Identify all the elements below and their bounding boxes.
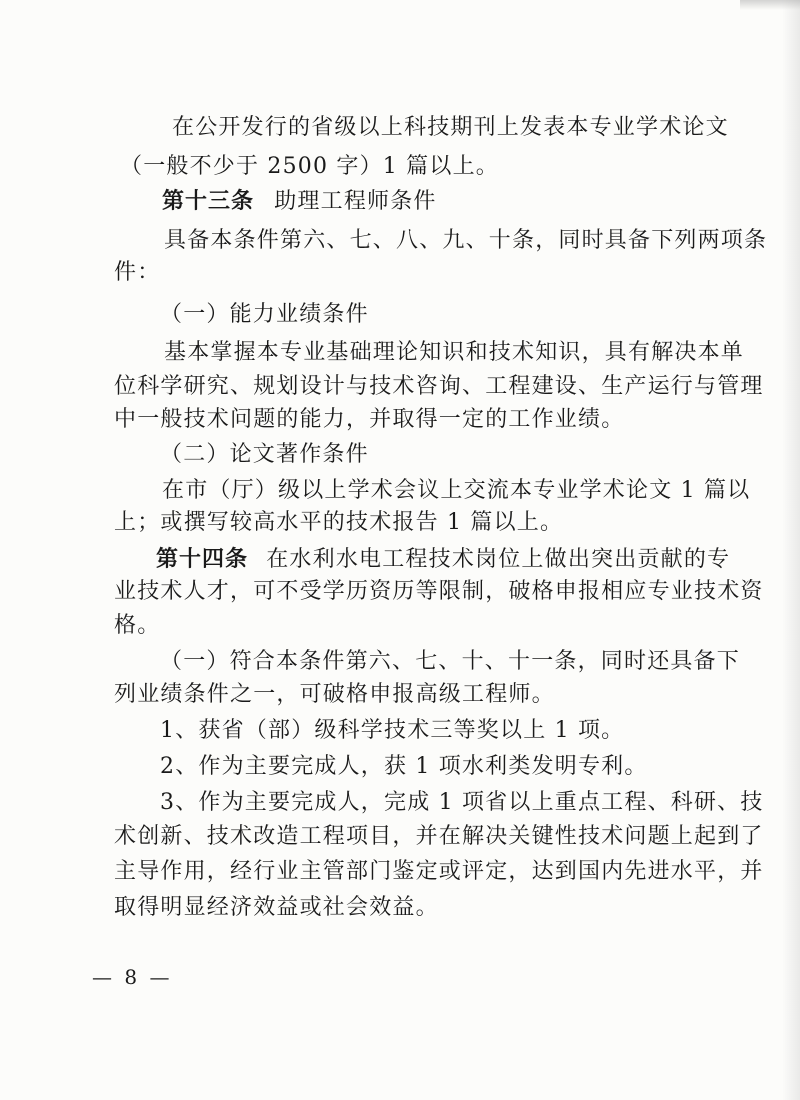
text-line: 取得明显经济效益或社会效益。	[114, 895, 439, 920]
article-title: 助理工程师条件	[274, 189, 437, 214]
text-line: 术创新、技术改造工程项目，并在解决关键性技术问题上起到了	[114, 824, 764, 849]
subheading: （二）论文著作条件	[160, 442, 369, 467]
list-item: 1、获省（部）级科学技术三等奖以上 1 项。	[160, 718, 625, 743]
text-line: 具备本条件第六、七、八、九、十条，同时具备下列两项条	[164, 228, 768, 253]
text-line: 格。	[114, 613, 161, 638]
article-body: 在水利水电工程技术岗位上做出突出贡献的专	[266, 547, 731, 572]
article-heading-14	[156, 544, 730, 575]
text-line: 基本掌握本专业基础理论知识和技术知识，具有解决本单	[164, 340, 745, 365]
list-item: 2、作为主要完成人，获 1 项水利类发明专利。	[160, 754, 648, 779]
text-line: （一般不少于 2500 字）1 篇以上。	[120, 154, 499, 179]
text-line: 件：	[114, 260, 161, 285]
scan-edge-corner	[740, 0, 800, 10]
list-item: 3、作为主要完成人，完成 1 项省以上重点工程、科研、技	[160, 790, 764, 815]
article-heading-13	[162, 186, 437, 217]
text-line: 业技术人才，可不受学历资历等限制，破格申报相应专业技术资	[114, 579, 764, 604]
article-number: 第十四条	[156, 546, 249, 572]
text-line: 在公开发行的省级以上科技期刊上发表本专业学术论文	[172, 115, 729, 140]
text-line: 主导作用，经行业主管部门鉴定或评定，达到国内先进水平，并	[114, 859, 764, 884]
subheading: （一）能力业绩条件	[160, 302, 369, 327]
text-line: 列业绩条件之一，可破格申报高级工程师。	[114, 682, 555, 707]
article-number: 第十三条	[162, 188, 255, 214]
page-number: — 8 —	[92, 965, 173, 989]
text-line: 上；或撰写较高水平的技术报告 1 篇以上。	[114, 510, 564, 535]
scan-edge-shadow	[782, 0, 800, 1100]
text-line: 位科学研究、规划设计与技术咨询、工程建设、生产运行与管理	[114, 374, 764, 399]
text-line: （一）符合本条件第六、七、十、十一条，同时还具备下	[160, 649, 741, 674]
text-line: 在市（厅）级以上学术会议上交流本专业学术论文 1 篇以	[162, 478, 751, 503]
text-line: 中一般技术问题的能力，并取得一定的工作业绩。	[114, 407, 625, 432]
